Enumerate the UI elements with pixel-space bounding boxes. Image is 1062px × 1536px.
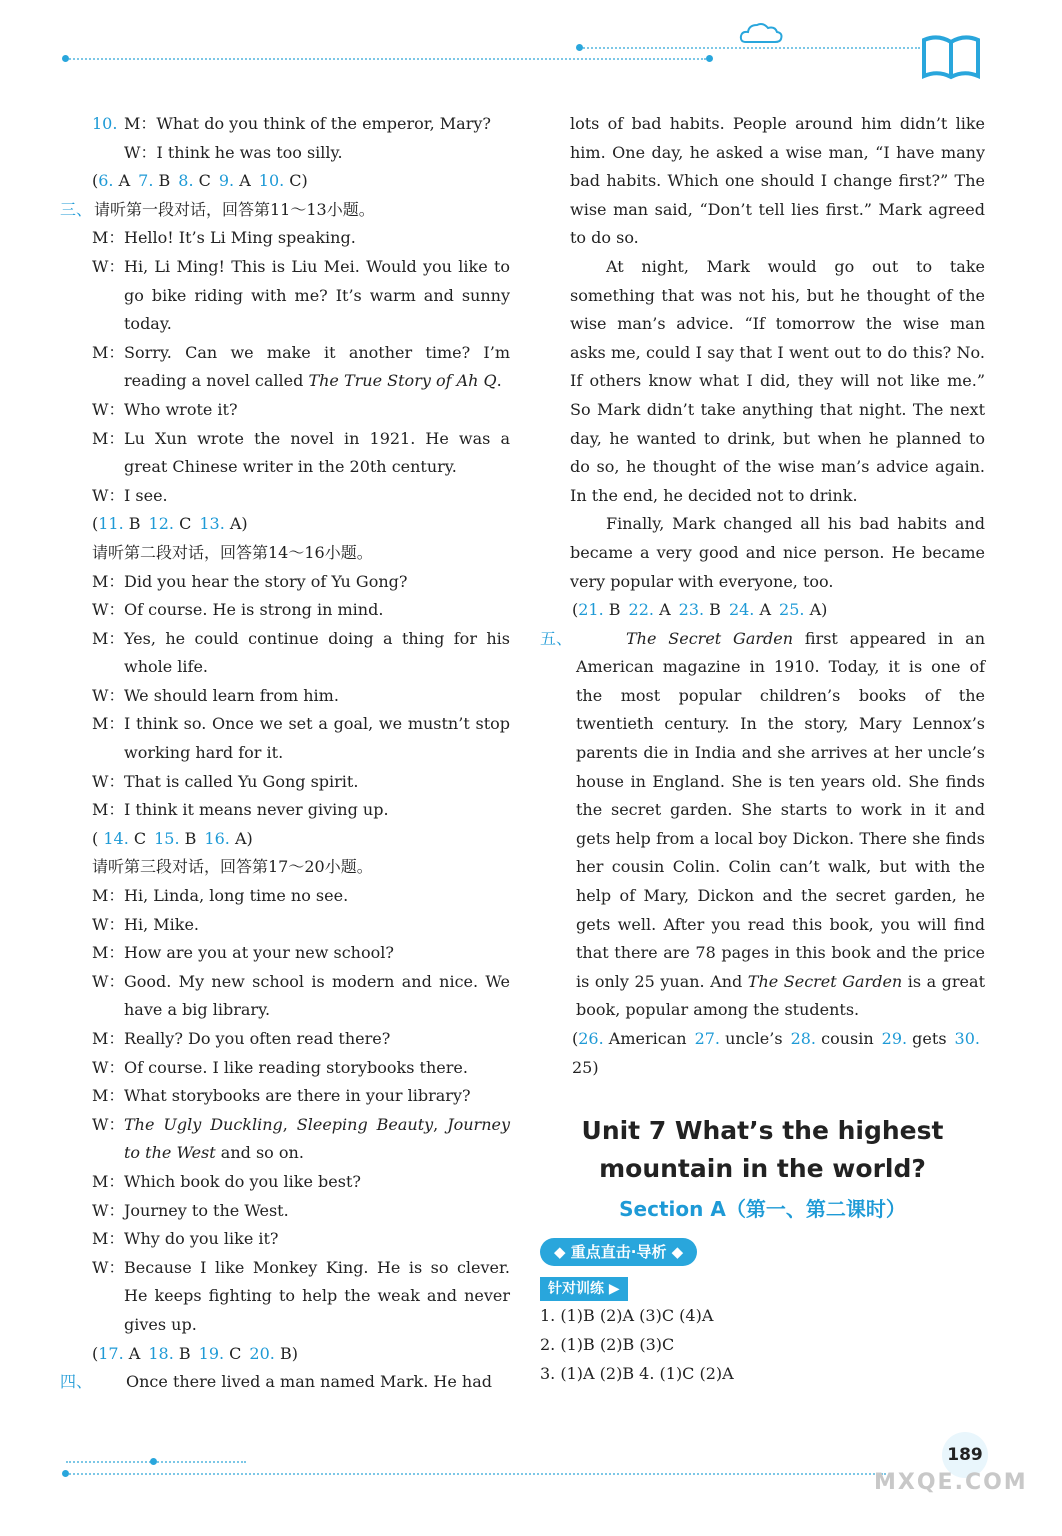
dialogue-line: W： Hi, Mike.	[92, 914, 199, 934]
answer-item: 26. American	[578, 1029, 687, 1048]
dialogue-line: M： Sorry. Can we make it another time? I’m reading a novel called The True Story of Ah Q.	[92, 342, 510, 391]
dialogue-line: W： I see.	[92, 485, 168, 505]
dialogue-text: Sorry. Can we make it another time? I’m reading a novel called	[124, 342, 510, 391]
dialogue-line: W： We should learn from him.	[92, 685, 339, 705]
exercise-3-4-answers: 3. (1)A (2)B 4. (1)C (2)A	[540, 1363, 734, 1383]
dialogue-line: M： Lu Xun wrote the novel in 1921. He was a great Chinese writer in the 20th century.	[92, 428, 510, 477]
dialogue-text: Why do you like it?	[124, 1229, 279, 1249]
footer-dot	[62, 1470, 69, 1477]
section-title: Section A（第一、第二课时）	[619, 1197, 906, 1222]
answer-17-20: (17. A 18. B 19. C 20. B)	[92, 1343, 298, 1363]
answer-item: 14. C	[103, 828, 147, 848]
dialogue-line: W： That is called Yu Gong spirit.	[92, 771, 359, 791]
watermark: MXQE.COM	[874, 1470, 1028, 1495]
dialogue-text: Hi, Linda, long time no see.	[124, 886, 349, 906]
answer-item: 9. A	[218, 171, 251, 191]
header-dot	[706, 55, 713, 62]
exercise-2-answers: 2. (1)B (2)B (3)C	[540, 1334, 675, 1354]
dialogue-text: Good. My new school is modern and nice. We have a big library.	[124, 971, 510, 1020]
unit-title: Unit 7 What’s the highest mountain in the world?	[581, 1116, 944, 1184]
answer-item: 16. A	[204, 828, 247, 848]
story-paragraph-2: At night, Mark would go out to take something that was not his, but he thought of the wise man’s advice. “If tomorrow the wise man asks me, could I say that I went out to do this? No. If others know what I did, they will not like me.” So Mark didn’t take anything that night. The next day, he wanted to drink, but when he planned to do so, he thought of the wise man’s advice again. In the end, he decided not to drink.	[570, 256, 985, 505]
dialogue-text: Hello! It’s Li Ming speaking.	[124, 228, 356, 248]
q10-line-w: W：I think he was too silly.	[124, 142, 343, 162]
dialogue-line: M： Really? Do you often read there?	[92, 1029, 391, 1048]
answer-item: 7. B	[138, 171, 171, 191]
dialogue-text: Hi, Li Ming! This is Liu Mei. Would you like to go bike riding with me? It’s warm and sunny today.	[124, 256, 510, 334]
answer-21-25: (21. B 22. A 23. B 24. A 25. A)	[572, 600, 828, 620]
dialogue-line: M： Yes, he could continue doing a thing for his whole life.	[92, 628, 510, 677]
dialogue-text: What do you think of the emperor, Mary?	[156, 114, 491, 133]
key-points-tag: ◆ 重点直击·导析 ◆	[540, 1238, 697, 1266]
section-3-intro: 三、 请听第一段对话，回答第11～13小题。	[60, 199, 375, 219]
answer-11-13: (11. B 12. C 13. A)	[92, 514, 248, 534]
answer-26-30: (26. American 27. uncle’s 28. cousin 29. gets 30. 25)	[572, 1029, 980, 1077]
answer-item: 11. B	[98, 514, 141, 534]
dialogue-text: I see.	[124, 485, 168, 505]
footer-dotted-line	[66, 1473, 886, 1475]
answer-item: 12. C	[148, 514, 192, 534]
left-column	[60, 110, 510, 1397]
section-4-start: 四、 Once there lived a man named Mark. He had	[60, 1372, 492, 1392]
dialogue-line: W： Who wrote it?	[92, 399, 238, 419]
dialogue-text: Because I like Monkey King. He is so clever. He keeps fighting to help the weak and never gives up.	[124, 1257, 510, 1334]
dialogue-text: I think he was too silly.	[156, 142, 343, 162]
dialogue-text: Hi, Mike.	[124, 914, 199, 934]
answer-item: 15. B	[154, 828, 197, 848]
answer-6-10: (6. A 7. B 8. C 9. A 10. C)	[92, 171, 308, 191]
answer-item: 10. C	[258, 171, 302, 191]
dialogue-line: M： I think it means never giving up.	[92, 800, 389, 820]
header-dotted-line-upper	[580, 47, 920, 49]
answer-item: 8. C	[178, 171, 211, 191]
dialogue-2	[60, 568, 510, 825]
dialogue-text: Really? Do you often read there?	[124, 1029, 391, 1048]
dialogue-text: That is called Yu Gong spirit.	[124, 771, 359, 791]
footer-dot	[150, 1458, 157, 1465]
exercise-1-answers: 1. (1)B (2)A (3)C (4)A	[540, 1306, 714, 1326]
answer-item: 28. cousin	[790, 1029, 874, 1048]
dialogue-text: How are you at your new school?	[124, 943, 394, 963]
answer-item: 20. B	[249, 1343, 292, 1363]
dialogue-line: M： Which book do you like best?	[92, 1171, 361, 1191]
dialogue-text: Did you hear the story of Yu Gong?	[124, 571, 408, 591]
dialogue-text: Who wrote it?	[124, 399, 238, 419]
dialogue-text: I think so. Once we set a goal, we mustn’t stop working hard for it.	[124, 714, 510, 763]
dialogue-3	[60, 882, 510, 1111]
answer-item: 23. B	[678, 600, 721, 620]
dialogue-text: We should learn from him.	[124, 685, 339, 705]
header-dot	[62, 55, 69, 62]
dialogue-line: W： Of course. He is strong in mind.	[92, 600, 384, 620]
dialogue-text: Journey to the West.	[124, 1200, 289, 1220]
header-dot	[576, 44, 583, 51]
header-dotted-line	[66, 58, 706, 60]
dialogue-books-line: W： The Ugly Duckling, Sleeping Beauty, Journey to the West and so on.	[92, 1114, 510, 1163]
answer-item: 30. 25	[572, 1029, 980, 1077]
dialogue-2-intro: 请听第二段对话，回答第14～16小题。	[92, 542, 373, 562]
story-paragraph-3: Finally, Mark changed all his bad habits and became a very good and nice person. He became very popular with everyone, too.	[570, 514, 985, 591]
answer-item: 27. uncle’s	[694, 1029, 783, 1048]
answer-item: 24. A	[728, 600, 772, 620]
dialogue-1	[60, 224, 510, 510]
dialogue-line: W： Hi, Li Ming! This is Liu Mei. Would you like to go bike riding with me? It’s warm and sunny today.	[92, 256, 510, 334]
dialogue-line: M： Hello! It’s Li Ming speaking.	[92, 228, 356, 248]
answer-item: 25. A	[779, 600, 822, 620]
answer-item: 19. C	[198, 1343, 242, 1363]
dialogue-3-intro: 请听第三段对话，回答第17～20小题。	[92, 857, 373, 877]
answer-item: 18. B	[148, 1343, 191, 1363]
dialogue-text: I think it means never giving up.	[124, 800, 389, 820]
novel-title: The True Story of Ah Q	[308, 371, 497, 391]
dialogue-text: Yes, he could continue doing a thing for his whole life.	[124, 628, 510, 677]
answer-item: 13. A	[199, 514, 242, 534]
answer-item: 6. A	[98, 171, 131, 191]
book-icon	[920, 32, 982, 80]
dialogue-text: Of course. I like reading storybooks there.	[124, 1057, 468, 1077]
answer-item: 22. A	[628, 600, 671, 620]
dialogue-line: M： Why do you like it?	[92, 1229, 279, 1249]
answer-item: 21. B	[578, 600, 621, 620]
q10-line-m: 10. M：What do you think of the emperor, Mary?	[92, 114, 491, 133]
answer-item: 29. gets	[881, 1029, 947, 1048]
right-column	[540, 110, 985, 1388]
dialogue-3b	[60, 1168, 510, 1340]
page-number: 189	[942, 1432, 988, 1478]
cloud-icon	[738, 20, 784, 46]
story-paragraph-1: lots of bad habits. People around him didn’t like him. One day, he asked a wise man, “I have many bad habits. Which one should I change first?” The wise man said, “Don’t tell lies first.” Mark agreed to do so.	[570, 114, 985, 248]
dialogue-text: Lu Xun wrote the novel in 1921. He was a great Chinese writer in the 20th century.	[124, 428, 510, 477]
dialogue-line: M： I think so. Once we set a goal, we mustn’t stop working hard for it.	[92, 714, 510, 763]
dialogue-line: W： Good. My new school is modern and nice. We have a big library.	[92, 971, 510, 1020]
answer-14-16: ( 14. C 15. B 16. A)	[92, 828, 253, 848]
dialogue-text: What storybooks are there in your library?	[124, 1086, 471, 1106]
dialogue-line: W： Journey to the West.	[92, 1200, 289, 1220]
dialogue-text: Of course. He is strong in mind.	[124, 600, 384, 620]
dialogue-line: M： What storybooks are there in your library?	[92, 1086, 471, 1106]
dialogue-line: W： Because I like Monkey King. He is so clever. He keeps fighting to help the weak and never gives up.	[92, 1257, 510, 1334]
practice-tag: 针对训练 ▶	[540, 1277, 628, 1301]
dialogue-line: M： Hi, Linda, long time no see.	[92, 886, 349, 906]
dialogue-line: M： Did you hear the story of Yu Gong?	[92, 571, 408, 591]
section-5: 五、 The Secret Garden first appeared in an American magazine in 1910. Today, it is one of the most popular children’s books of the twentieth century. In the story, Mary Lennox’s parents die in India and she arrives at her uncle’s house in England. She is ten years old. She finds the secret garden. She starts to work in it and gets help from a local boy Dickon. There she finds her cousin Colin. Colin can’t walk, but with the help of Mary, Dickon and the secret garden, he gets well. After you read this book, you will find that there are 78 pages in this book and the price is only 25 yuan. And The Secret Garden is a great book, popular among the students.	[540, 628, 985, 1020]
dialogue-line: W： Of course. I like reading storybooks there.	[92, 1057, 468, 1077]
answer-item: 17. A	[98, 1343, 141, 1363]
dialogue-line: M： How are you at your new school?	[92, 943, 394, 963]
dialogue-text: Which book do you like best?	[124, 1171, 361, 1191]
